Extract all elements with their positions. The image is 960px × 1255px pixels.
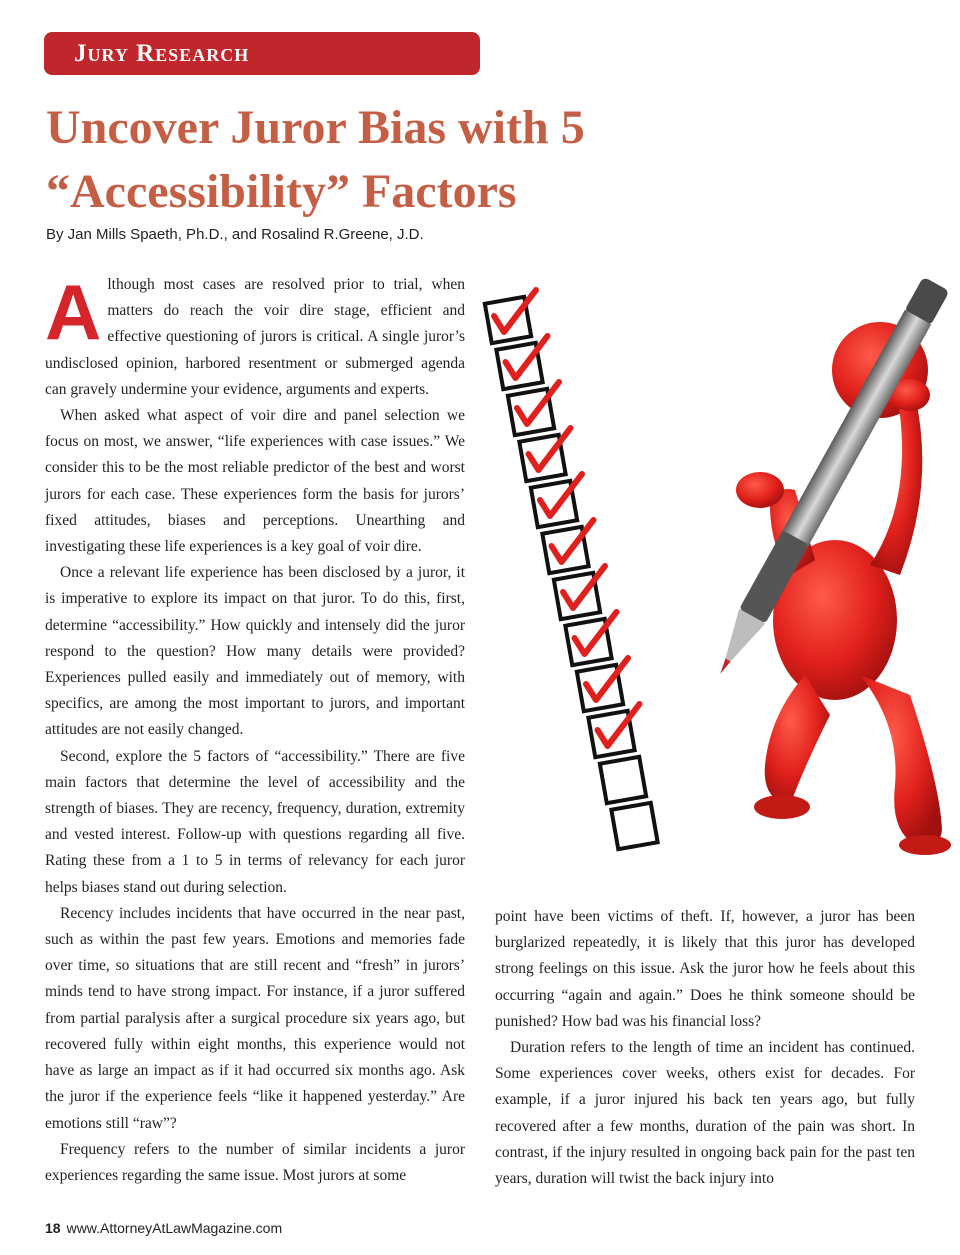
- magazine-url: www.AttorneyAtLawMagazine.com: [66, 1220, 283, 1236]
- empty-box: [600, 757, 646, 803]
- paragraph: Although most cases are resolved prior to trial, when matters do reach the voir dire stage, efficient and effective questioning of jurors is critical. A single juror’s undisclosed opinion, harbored resentment or submerged agenda can gravely undermine your evidence, arguments and experts.: [45, 268, 465, 398]
- article-title: Uncover Juror Bias with 5 “Accessibility” Factors: [46, 101, 585, 218]
- article-column-left: [45, 268, 465, 1189]
- drop-cap: A: [45, 268, 102, 356]
- byline: By Jan Mills Spaeth, Ph.D., and Rosalind R.Greene, J.D.: [46, 226, 424, 243]
- checklist-figure-illustration: [470, 245, 960, 875]
- paragraph: Recency includes incidents that have occurred in the near past, such as within the past few years. Emotions and memories fade over time, so situations that are still recent and “fresh” in jurors’ minds tend to have strong impact. For instance, if a juror suffered from partial paralysis after a surgical procedure six years ago, but recovered fully within eight months, this experience would not have as large an impact as if it had occurred six months ago. Ask the juror if the experience feels “like it happened yesterday.” Are emotions still “raw”?: [45, 904, 465, 1132]
- empty-box: [611, 803, 657, 849]
- paragraph: Frequency refers to the number of similar incidents a juror experiences regarding the same issue. Most jurors at some: [45, 1140, 465, 1184]
- paragraph: Once a relevant life experience has been disclosed by a juror, it is imperative to explore its impact on that juror. To do this, first, determine “accessibility.” How quickly and intensely did the juror respond to the question? How many details were provided? Experiences pulled easily and immediately out of memory, with specifics, are among the most important to jurors, and important attitudes are not easily changed.: [45, 564, 465, 739]
- paragraph: Duration refers to the length of time an incident has continued. Some experiences cover weeks, others exist for decades. For example, if a juror injured his back ten years ago, but fully recovered after a few months, duration of the pain was short. In contrast, if the injury resulted in ongoing back pain for the past ten years, duration will twist the back injury into: [495, 1039, 915, 1188]
- paragraph: When asked what aspect of voir dire and panel selection we focus on most, we answer, “life experiences with case issues.” We consider this to be the most reliable predictor of the best and worst jurors for each case. These experiences form the basis for jurors’ fixed attitudes, biases and perceptions. Unearthing and investigating these life experiences is a key goal of voir dire.: [45, 407, 465, 556]
- paragraph: point have been victims of theft. If, however, a juror has been burglarized repeatedly, it is likely that this juror has developed strong feelings on this issue. Ask the juror how he feels about this occurring “again and again.” Does he think someone should be punished? How bad was his financial loss?: [495, 908, 915, 1030]
- page-footer: [45, 1220, 282, 1236]
- article-column-right: [495, 904, 915, 1192]
- section-tag: Jury Research: [44, 32, 480, 75]
- page-number: 18: [45, 1220, 61, 1236]
- paragraph: Second, explore the 5 factors of “accessibility.” There are five main factors that determine the level of accessibility and the strength of biases. They are recency, frequency, duration, extremity and vested interest. Follow-up with questions regarding all five. Rating these from a 1 to 5 in terms of relevancy for each juror helps biases stand out during selection.: [45, 747, 465, 896]
- checkbox-list: [485, 290, 658, 849]
